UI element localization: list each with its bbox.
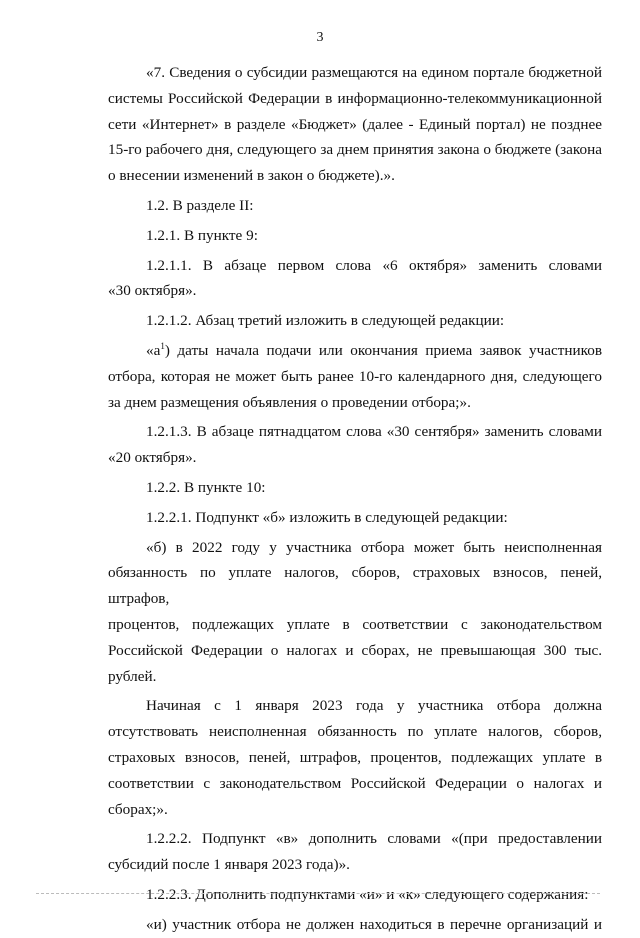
paragraph-item bbox=[108, 419, 602, 471]
text-line: отсутствовать неисполненная обязанность по уплате налогов, сборов, bbox=[108, 723, 602, 741]
text-line: «7. Сведения о субсидии размещаются на едином портале бюджетной bbox=[146, 64, 602, 81]
text-line: страховых взносов, пеней, штрафов, процентов, подлежащих уплате в bbox=[108, 748, 602, 766]
item-heading: 1.2.2.1. Подпункт «б» изложить в следующей редакции: bbox=[146, 508, 508, 526]
text-line: отбора, которая не может быть ранее 10-го календарного дня, следующего bbox=[108, 367, 602, 385]
text-line: системы Российской Федерации в информационно-телекоммуникационной bbox=[108, 89, 602, 107]
paragraph-quote bbox=[108, 535, 602, 690]
text-line: 1.2.1.1. В абзаце первом слова «6 октября» заменить словами bbox=[146, 256, 602, 274]
text-line: «б) в 2022 году у участника отбора может быть неисполненная bbox=[146, 538, 602, 556]
text-line bbox=[108, 338, 602, 364]
text-line: 1.2.1.3. В абзаце пятнадцатом слова «30 сентября» заменить словами bbox=[146, 423, 602, 441]
text-line: процентов, подлежащих уплате в соответствии с законодательством bbox=[108, 615, 602, 633]
item-heading: 1.2.1. В пункте 9: bbox=[146, 226, 258, 244]
page-bottom-rule bbox=[36, 893, 600, 894]
text-line: Российской Федерации о налогах и сборах, не превышающая 300 тыс. bbox=[108, 641, 602, 659]
paragraph-subsidy-info bbox=[108, 60, 602, 189]
text-line: сборах;». bbox=[108, 800, 168, 818]
text-line: «30 октября». bbox=[108, 282, 197, 300]
text-line: соответствии с законодательством Российской Федерации о налогах и bbox=[108, 774, 602, 792]
paragraph-quote bbox=[108, 693, 602, 822]
text-line: за днем размещения объявления о проведении отбора;». bbox=[108, 393, 471, 411]
text-line: «и) участник отбора не должен находиться в перечне организаций и bbox=[146, 915, 602, 933]
item-heading: 1.2.1.2. Абзац третий изложить в следующей редакции: bbox=[146, 312, 505, 330]
text-line: субсидий после 1 января 2023 года)». bbox=[108, 856, 350, 874]
paragraph-item bbox=[108, 826, 602, 878]
text-line: о внесении изменений в закон о бюджете).». bbox=[108, 167, 395, 185]
text-fragment: «а bbox=[146, 341, 161, 359]
text-line: «20 октября». bbox=[108, 449, 197, 467]
text-line: Начиная с 1 января 2023 года у участника отбора должна bbox=[146, 697, 602, 715]
text-line: 1.2.2.2. Подпункт «в» дополнить словами «(при предоставлении bbox=[146, 830, 602, 848]
item-heading: 1.2.2.3. Дополнить подпунктами «и» и «к» следующего содержания: bbox=[146, 885, 589, 903]
document-body bbox=[108, 60, 602, 938]
superscript: 1 bbox=[160, 340, 165, 351]
paragraph-quote bbox=[108, 338, 602, 415]
text-line: сети «Интернет» в разделе «Бюджет» (далее - Единый портал) не позднее bbox=[108, 115, 602, 133]
section-heading: 1.2. В разделе II: bbox=[146, 197, 254, 214]
item-heading: 1.2.2. В пункте 10: bbox=[146, 478, 266, 496]
text-line: рублей. bbox=[108, 667, 157, 685]
text-line: обязанность по уплате налогов, сборов, страховых взносов, пеней, штрафов, bbox=[108, 564, 602, 608]
text-fragment: ) даты начала подачи или окончания приема заявок участников bbox=[164, 341, 602, 359]
paragraph-item bbox=[108, 253, 602, 305]
text-line: 15-го рабочего дня, следующего за днем принятия закона о бюджете (закона bbox=[108, 141, 602, 159]
page-number: 3 bbox=[316, 30, 324, 45]
